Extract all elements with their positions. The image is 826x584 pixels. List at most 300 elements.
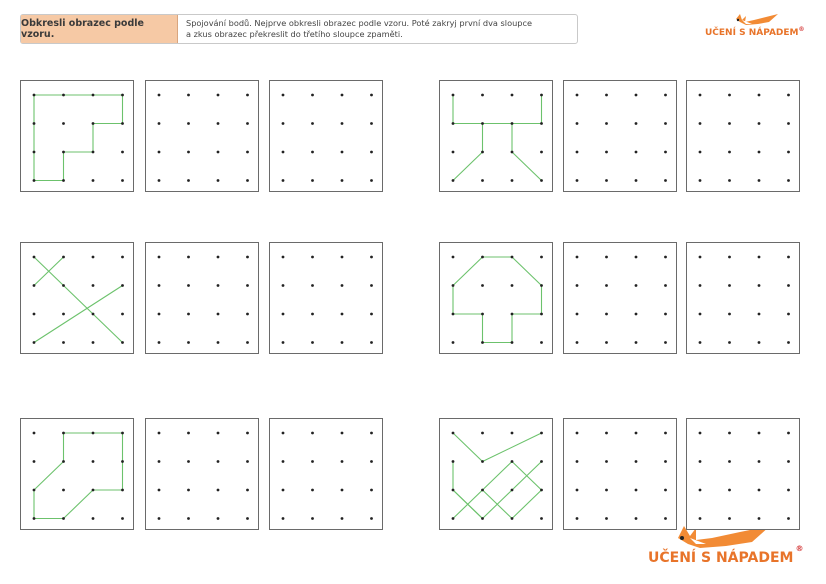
- grid-dot: [452, 179, 455, 182]
- grid-dot: [158, 460, 161, 463]
- grid-dot: [158, 151, 161, 154]
- dot-grid-svg: [687, 419, 799, 529]
- grid-dot: [158, 94, 161, 97]
- grid-dot: [699, 517, 702, 520]
- grid-dot: [635, 432, 638, 435]
- grid-dot: [341, 313, 344, 316]
- grid-dot: [452, 313, 455, 316]
- grid-dot: [282, 284, 285, 287]
- grid-dot: [217, 151, 220, 154]
- grid-row-2-left-memory[interactable]: [269, 242, 383, 354]
- pattern-3-line-2: [34, 286, 123, 343]
- grid-dot: [246, 489, 249, 492]
- grid-dot: [62, 489, 65, 492]
- grid-dot: [246, 256, 249, 259]
- grid-dot: [540, 517, 543, 520]
- grid-dot: [246, 179, 249, 182]
- grid-dot: [481, 284, 484, 287]
- grid-dot: [92, 284, 95, 287]
- grid-dot: [699, 489, 702, 492]
- grid-row-2-left-trace[interactable]: [145, 242, 259, 354]
- grid-dot: [605, 94, 608, 97]
- grid-dot: [121, 489, 124, 492]
- grid-dot: [92, 94, 95, 97]
- grid-dot: [187, 460, 190, 463]
- dot-grid-svg: [687, 81, 799, 191]
- dot-grid-svg: [564, 243, 676, 353]
- grid-dot: [282, 256, 285, 259]
- grid-dot: [92, 151, 95, 154]
- grid-row-1-right-memory[interactable]: [686, 80, 800, 192]
- grid-dot: [370, 94, 373, 97]
- grid-dot: [121, 460, 124, 463]
- grid-dot: [311, 313, 314, 316]
- grid-dot: [728, 341, 731, 344]
- grid-dot: [370, 256, 373, 259]
- grid-dot: [605, 284, 608, 287]
- grid-dot: [758, 284, 761, 287]
- grid-dot: [217, 284, 220, 287]
- grid-dot: [664, 179, 667, 182]
- grid-dot: [605, 256, 608, 259]
- grid-dot: [758, 256, 761, 259]
- grid-dot: [158, 284, 161, 287]
- grid-dot: [758, 489, 761, 492]
- grid-dot: [699, 256, 702, 259]
- grid-dot: [635, 341, 638, 344]
- grid-dot: [121, 256, 124, 259]
- grid-dot: [758, 341, 761, 344]
- grid-dot: [33, 460, 36, 463]
- grid-dot: [605, 179, 608, 182]
- grid-row-1-left-pattern[interactable]: [20, 80, 134, 192]
- grid-dot: [481, 151, 484, 154]
- grid-dot: [62, 460, 65, 463]
- grid-dot: [787, 151, 790, 154]
- grid-dot: [728, 151, 731, 154]
- grid-dot: [33, 94, 36, 97]
- grid-dot: [787, 460, 790, 463]
- grid-dot: [282, 341, 285, 344]
- grid-dot: [576, 179, 579, 182]
- grid-dot: [635, 122, 638, 125]
- grid-row-3-left-pattern[interactable]: [20, 418, 134, 530]
- grid-dot: [121, 284, 124, 287]
- grid-dot: [576, 489, 579, 492]
- grid-dot: [728, 460, 731, 463]
- grid-dot: [452, 489, 455, 492]
- grid-dot: [92, 432, 95, 435]
- grid-dot: [121, 94, 124, 97]
- grid-dot: [92, 179, 95, 182]
- grid-dot: [158, 341, 161, 344]
- grid-row-1-right-pattern[interactable]: [439, 80, 553, 192]
- grid-dot: [540, 313, 543, 316]
- grid-dot: [217, 256, 220, 259]
- grid-dot: [635, 313, 638, 316]
- grid-dot: [341, 94, 344, 97]
- grid-dot: [341, 341, 344, 344]
- dot-grid-svg: [564, 419, 676, 529]
- grid-dot: [217, 313, 220, 316]
- grid-dot: [341, 122, 344, 125]
- grid-dot: [62, 313, 65, 316]
- grid-dot: [664, 256, 667, 259]
- grid-dot: [311, 517, 314, 520]
- registered-mark: ®: [798, 26, 805, 33]
- grid-dot: [121, 151, 124, 154]
- grid-dot: [787, 313, 790, 316]
- grid-row-3-right-memory[interactable]: [686, 418, 800, 530]
- grid-dot: [787, 341, 790, 344]
- grid-dot: [62, 151, 65, 154]
- pattern-5-line-1: [34, 433, 123, 519]
- grid-dot: [370, 122, 373, 125]
- grid-dot: [664, 460, 667, 463]
- dot-grid-svg: [146, 243, 258, 353]
- grid-dot: [92, 489, 95, 492]
- grid-dot: [576, 122, 579, 125]
- grid-dot: [33, 341, 36, 344]
- grid-dot: [699, 151, 702, 154]
- grid-dot: [121, 432, 124, 435]
- grid-dot: [605, 460, 608, 463]
- grid-dot: [511, 432, 514, 435]
- grid-dot: [311, 460, 314, 463]
- grid-dot: [605, 432, 608, 435]
- grid-row-2-right-pattern[interactable]: [439, 242, 553, 354]
- grid-dot: [92, 517, 95, 520]
- grid-dot: [635, 489, 638, 492]
- grid-dot: [452, 517, 455, 520]
- grid-dot: [187, 517, 190, 520]
- grid-dot: [758, 151, 761, 154]
- grid-dot: [187, 94, 190, 97]
- grid-dot: [158, 489, 161, 492]
- grid-dot: [452, 341, 455, 344]
- grid-dot: [62, 94, 65, 97]
- grid-dot: [282, 432, 285, 435]
- dot-grid-svg: [21, 81, 133, 191]
- grid-dot: [540, 179, 543, 182]
- grid-dot: [62, 284, 65, 287]
- grid-row-3-right-pattern[interactable]: [439, 418, 553, 530]
- grid-dot: [92, 256, 95, 259]
- pattern-4-line-1: [453, 257, 542, 343]
- grid-dot: [635, 460, 638, 463]
- grid-dot: [33, 284, 36, 287]
- grid-dot: [370, 489, 373, 492]
- grid-dot: [341, 460, 344, 463]
- dot-grid-svg: [21, 419, 133, 529]
- grid-dot: [452, 122, 455, 125]
- grid-dot: [121, 341, 124, 344]
- grid-dot: [664, 517, 667, 520]
- grid-row-3-left-memory[interactable]: [269, 418, 383, 530]
- grid-dot: [605, 122, 608, 125]
- logo-top: [705, 10, 805, 38]
- grid-dot: [217, 122, 220, 125]
- grid-dot: [635, 94, 638, 97]
- grid-dot: [699, 432, 702, 435]
- grid-dot: [282, 94, 285, 97]
- grid-dot: [246, 151, 249, 154]
- grid-dot: [699, 341, 702, 344]
- grid-dot: [187, 313, 190, 316]
- grid-dot: [664, 489, 667, 492]
- grid-dot: [664, 313, 667, 316]
- grid-dot: [576, 517, 579, 520]
- grid-dot: [370, 179, 373, 182]
- grid-dot: [511, 489, 514, 492]
- grid-dot: [92, 460, 95, 463]
- grid-dot: [282, 122, 285, 125]
- grid-dot: [540, 151, 543, 154]
- grid-dot: [246, 94, 249, 97]
- grid-dot: [511, 460, 514, 463]
- grid-dot: [158, 517, 161, 520]
- grid-dot: [576, 256, 579, 259]
- grid-dot: [158, 256, 161, 259]
- fox-icon: [724, 10, 780, 30]
- grid-dot: [540, 122, 543, 125]
- grid-dot: [158, 122, 161, 125]
- grid-dot: [187, 432, 190, 435]
- grid-dot: [787, 432, 790, 435]
- grid-dot: [452, 94, 455, 97]
- dot-grid-svg: [146, 419, 258, 529]
- grid-dot: [62, 517, 65, 520]
- grid-row-1-left-trace[interactable]: [145, 80, 259, 192]
- grid-dot: [187, 284, 190, 287]
- grid-dot: [370, 432, 373, 435]
- grid-dot: [576, 151, 579, 154]
- grid-dot: [217, 341, 220, 344]
- pattern-1-line-1: [34, 95, 123, 181]
- grid-dot: [605, 341, 608, 344]
- pattern-2-line-3: [512, 124, 542, 181]
- grid-dot: [62, 256, 65, 259]
- task-title: Obkresli obrazec podle vzoru.: [21, 15, 178, 43]
- grid-dot: [311, 179, 314, 182]
- grid-dot: [511, 256, 514, 259]
- grid-dot: [341, 432, 344, 435]
- grid-dot: [187, 151, 190, 154]
- grid-dot: [699, 313, 702, 316]
- grid-dot: [311, 256, 314, 259]
- grid-dot: [511, 284, 514, 287]
- grid-dot: [452, 460, 455, 463]
- grid-dot: [121, 179, 124, 182]
- grid-dot: [728, 517, 731, 520]
- dot-grid-svg: [440, 81, 552, 191]
- grid-dot: [282, 460, 285, 463]
- grid-dot: [282, 517, 285, 520]
- grid-dot: [311, 284, 314, 287]
- grid-dot: [511, 341, 514, 344]
- pattern-2-line-1: [453, 95, 542, 124]
- grid-dot: [311, 341, 314, 344]
- grid-dot: [246, 313, 249, 316]
- grid-dot: [158, 313, 161, 316]
- grid-dot: [728, 122, 731, 125]
- grid-dot: [311, 151, 314, 154]
- grid-dot: [540, 341, 543, 344]
- grid-dot: [664, 94, 667, 97]
- grid-dot: [699, 284, 702, 287]
- grid-dot: [758, 517, 761, 520]
- grid-dot: [728, 284, 731, 287]
- grid-dot: [187, 179, 190, 182]
- grid-dot: [187, 489, 190, 492]
- grid-dot: [699, 179, 702, 182]
- grid-dot: [33, 489, 36, 492]
- pattern-6-line-1: [453, 433, 542, 462]
- grid-row-2-right-trace[interactable]: [563, 242, 677, 354]
- grid-row-1-left-memory[interactable]: [269, 80, 383, 192]
- grid-dot: [728, 489, 731, 492]
- grid-dot: [481, 313, 484, 316]
- grid-dot: [282, 489, 285, 492]
- grid-dot: [282, 151, 285, 154]
- grid-dot: [121, 122, 124, 125]
- grid-dot: [540, 256, 543, 259]
- grid-dot: [62, 179, 65, 182]
- grid-dot: [540, 432, 543, 435]
- grid-dot: [511, 517, 514, 520]
- grid-dot: [33, 432, 36, 435]
- grid-row-2-right-memory[interactable]: [686, 242, 800, 354]
- grid-dot: [370, 313, 373, 316]
- grid-dot: [311, 122, 314, 125]
- grid-dot: [481, 179, 484, 182]
- grid-dot: [341, 284, 344, 287]
- grid-dot: [33, 179, 36, 182]
- grid-dot: [341, 256, 344, 259]
- grid-dot: [481, 122, 484, 125]
- grid-dot: [576, 94, 579, 97]
- grid-dot: [635, 179, 638, 182]
- dot-grid-svg: [146, 81, 258, 191]
- grid-dot: [246, 122, 249, 125]
- grid-dot: [635, 256, 638, 259]
- grid-dot: [481, 94, 484, 97]
- dot-grid-svg: [21, 243, 133, 353]
- grid-dot: [282, 313, 285, 316]
- grid-dot: [246, 460, 249, 463]
- grid-dot: [511, 151, 514, 154]
- instructions-line-1: Spojování bodů. Nejprve obkresli obrazec podle vzoru. Poté zakryj první dva sloupce: [186, 18, 533, 28]
- grid-dot: [121, 313, 124, 316]
- grid-dot: [481, 517, 484, 520]
- grid-dot: [787, 284, 790, 287]
- grid-dot: [481, 256, 484, 259]
- logo-text: UČENÍ S NÁPADEM: [705, 28, 799, 38]
- grid-dot: [62, 122, 65, 125]
- grid-dot: [217, 432, 220, 435]
- grid-dot: [635, 517, 638, 520]
- pattern-3-line-1: [34, 257, 123, 343]
- pattern-6-line-5: [483, 462, 542, 491]
- grid-dot: [33, 122, 36, 125]
- grid-dot: [635, 151, 638, 154]
- grid-dot: [217, 489, 220, 492]
- grid-dot: [758, 313, 761, 316]
- grid-dot: [282, 179, 285, 182]
- grid-dot: [758, 94, 761, 97]
- grid-dot: [62, 341, 65, 344]
- grid-dot: [699, 122, 702, 125]
- grid-dot: [341, 151, 344, 154]
- grid-dot: [576, 432, 579, 435]
- grid-dot: [33, 313, 36, 316]
- grid-dot: [758, 122, 761, 125]
- grid-dot: [370, 517, 373, 520]
- grid-dot: [511, 94, 514, 97]
- grid-dot: [635, 284, 638, 287]
- grid-dot: [728, 94, 731, 97]
- grid-dot: [511, 122, 514, 125]
- grid-dot: [311, 489, 314, 492]
- grid-dot: [92, 341, 95, 344]
- grid-row-3-left-trace[interactable]: [145, 418, 259, 530]
- grid-dot: [787, 179, 790, 182]
- grid-dot: [370, 341, 373, 344]
- grid-dot: [605, 151, 608, 154]
- grid-dot: [452, 432, 455, 435]
- grid-row-2-left-pattern[interactable]: [20, 242, 134, 354]
- grid-dot: [758, 179, 761, 182]
- grid-dot: [92, 122, 95, 125]
- grid-dot: [787, 122, 790, 125]
- grid-dot: [370, 284, 373, 287]
- grid-row-3-right-trace[interactable]: [563, 418, 677, 530]
- dot-grid-svg: [687, 243, 799, 353]
- grid-dot: [246, 432, 249, 435]
- grid-dot: [699, 460, 702, 463]
- grid-dot: [452, 256, 455, 259]
- grid-dot: [540, 94, 543, 97]
- grid-dot: [217, 94, 220, 97]
- grid-row-1-right-trace[interactable]: [563, 80, 677, 192]
- dot-grid-svg: [270, 81, 382, 191]
- grid-dot: [370, 151, 373, 154]
- grid-dot: [311, 432, 314, 435]
- pattern-6-line-2: [453, 462, 542, 519]
- grid-dot: [187, 256, 190, 259]
- grid-dot: [187, 341, 190, 344]
- grid-dot: [511, 313, 514, 316]
- grid-dot: [511, 179, 514, 182]
- task-header: [20, 14, 578, 44]
- grid-dot: [787, 517, 790, 520]
- dot-grid-svg: [564, 81, 676, 191]
- dot-grid-svg: [270, 243, 382, 353]
- grid-dot: [605, 313, 608, 316]
- grid-dot: [341, 179, 344, 182]
- grid-dot: [246, 517, 249, 520]
- grid-dot: [246, 284, 249, 287]
- grid-dot: [217, 179, 220, 182]
- dot-grid-svg: [270, 419, 382, 529]
- grid-dot: [699, 94, 702, 97]
- grid-dot: [481, 341, 484, 344]
- grid-dot: [481, 489, 484, 492]
- grid-dot: [758, 460, 761, 463]
- grid-dot: [217, 460, 220, 463]
- grid-dot: [33, 151, 36, 154]
- grid-dot: [787, 489, 790, 492]
